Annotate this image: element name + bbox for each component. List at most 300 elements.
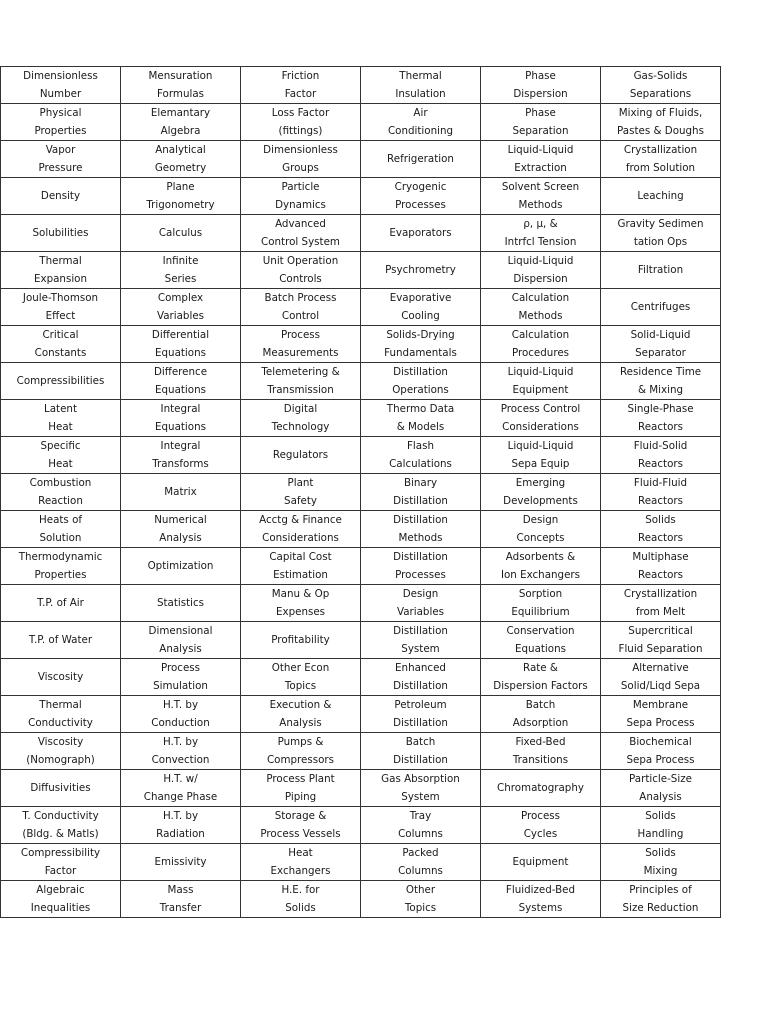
cell-text-line: Separations	[629, 88, 692, 100]
cell-text-line: Evaporative	[389, 292, 452, 304]
cell-text-line: Groups	[282, 162, 319, 174]
cell-text-line: Equations	[155, 421, 206, 433]
table-cell	[1, 733, 121, 770]
table-cell	[481, 659, 601, 696]
table-cell	[481, 400, 601, 437]
cell-text-line: Integral	[160, 440, 201, 452]
table-cell	[601, 696, 721, 733]
cell-text-line: Density	[40, 190, 81, 202]
cell-text-line: Control	[281, 310, 320, 322]
cell-text-line: H.T. by	[162, 810, 199, 822]
cell-text-line: Complex	[157, 292, 204, 304]
table-cell	[361, 252, 481, 289]
table-cell	[361, 511, 481, 548]
table-cell	[601, 770, 721, 807]
cell-text-line: Gas-Solids	[633, 70, 688, 82]
table-cell	[601, 400, 721, 437]
cell-text-line: Execution &	[269, 699, 332, 711]
cell-text-line: Calculus	[158, 227, 203, 239]
table-cell	[361, 400, 481, 437]
cell-text-line: Reactors	[638, 458, 683, 470]
cell-text-line: H.T. w/	[163, 773, 198, 785]
cell-text-line: Equipment	[512, 384, 569, 396]
cell-text-line: Batch	[405, 736, 436, 748]
cell-text-line: Equations	[515, 643, 566, 655]
cell-text-line: Fluidized-Bed	[505, 884, 576, 896]
table-cell	[121, 178, 241, 215]
table-cell	[121, 844, 241, 881]
cell-text-line: Specific	[40, 440, 81, 452]
cell-text-line: Solid/Liqd Sepa	[620, 680, 701, 692]
table-cell	[121, 548, 241, 585]
table-cell	[121, 585, 241, 622]
cell-text-line: Formulas	[157, 88, 204, 100]
table-row	[1, 252, 721, 289]
table-cell	[601, 326, 721, 363]
cell-text-line: Cryogenic	[394, 181, 447, 193]
table-cell	[121, 733, 241, 770]
cell-text-line: Methods	[398, 532, 443, 544]
cell-text-line: ρ, μ, &	[523, 218, 558, 230]
cell-text-line: Intrfcl Tension	[504, 236, 577, 248]
cell-text-line: H.E. for	[281, 884, 320, 896]
table-cell	[121, 326, 241, 363]
cell-text-line: Controls	[279, 273, 322, 285]
table-cell	[121, 215, 241, 252]
cell-text-line: Crystallization	[623, 144, 698, 156]
table-cell	[121, 437, 241, 474]
cell-text-line: Factor	[44, 865, 77, 877]
cell-text-line: Concepts	[516, 532, 565, 544]
cell-text-line: Trigonometry	[146, 199, 215, 211]
cell-text-line: Vapor	[45, 144, 76, 156]
table-cell	[361, 770, 481, 807]
cell-text-line: Biochemical	[629, 736, 692, 748]
table-cell	[1, 548, 121, 585]
table-cell	[601, 585, 721, 622]
cell-text-line: Thermal	[399, 70, 442, 82]
table-cell	[481, 252, 601, 289]
table-row	[1, 474, 721, 511]
table-cell	[601, 437, 721, 474]
cell-text-line: Simulation	[153, 680, 208, 692]
table-cell	[121, 511, 241, 548]
cell-text-line: Adsorbents &	[505, 551, 576, 563]
cell-text-line: Equations	[155, 347, 206, 359]
cell-text-line: Properties	[34, 125, 87, 137]
cell-text-line: Other Econ	[271, 662, 330, 674]
cell-text-line: Storage &	[274, 810, 327, 822]
cell-text-line: Manu & Op	[271, 588, 330, 600]
table-cell	[601, 289, 721, 326]
cell-text-line: Conditioning	[387, 125, 454, 137]
cell-text-line: Variables	[396, 606, 445, 618]
table-cell	[121, 289, 241, 326]
cell-text-line: Compressors	[266, 754, 335, 766]
cell-text-line: Safety	[284, 495, 317, 507]
cell-text-line: T. Conductivity	[22, 810, 99, 822]
table-cell	[1, 363, 121, 400]
table-cell	[1, 178, 121, 215]
cell-text-line: Emerging	[515, 477, 566, 489]
cell-text-line: Process	[520, 810, 561, 822]
table-cell	[1, 770, 121, 807]
table-cell	[121, 67, 241, 104]
table-row	[1, 215, 721, 252]
topic-index-table	[0, 66, 721, 918]
cell-text-line: Calculation	[511, 329, 570, 341]
cell-text-line: Chromatography	[497, 782, 584, 794]
table-cell	[481, 548, 601, 585]
table-row	[1, 511, 721, 548]
cell-text-line: Estimation	[273, 569, 328, 581]
cell-text-line: Conduction	[151, 717, 210, 729]
table-cell	[601, 104, 721, 141]
cell-text-line: Liquid-Liquid	[507, 255, 574, 267]
table-row	[1, 844, 721, 881]
table-cell	[601, 474, 721, 511]
cell-text-line: Analysis	[279, 717, 322, 729]
cell-text-line: Plane	[166, 181, 195, 193]
table-cell	[241, 622, 361, 659]
cell-text-line: Process Plant	[266, 773, 335, 785]
cell-text-line: Alternative	[632, 662, 689, 674]
cell-text-line: Inequalities	[30, 902, 91, 914]
cell-text-line: Thermal	[39, 699, 82, 711]
cell-text-line: Distillation	[393, 680, 448, 692]
table-cell	[241, 104, 361, 141]
cell-text-line: Tray	[409, 810, 432, 822]
cell-text-line: Phase	[525, 70, 556, 82]
cell-text-line: Thermodynamic	[18, 551, 103, 563]
cell-text-line: T.P. of Water	[28, 634, 93, 646]
cell-text-line: Liquid-Liquid	[507, 440, 574, 452]
table-cell	[481, 67, 601, 104]
cell-text-line: Diffusivities	[30, 782, 91, 794]
cell-text-line: Other	[405, 884, 436, 896]
table-cell	[601, 622, 721, 659]
table-cell	[481, 104, 601, 141]
cell-text-line: Single-Phase	[627, 403, 694, 415]
table-row	[1, 807, 721, 844]
table-row	[1, 289, 721, 326]
table-row	[1, 437, 721, 474]
table-cell	[361, 844, 481, 881]
cell-text-line: Principles of	[629, 884, 692, 896]
table-cell	[601, 807, 721, 844]
cell-text-line: tation Ops	[633, 236, 688, 248]
table-cell	[481, 770, 601, 807]
cell-text-line: Solids	[645, 514, 676, 526]
cell-text-line: Physical	[39, 107, 82, 119]
cell-text-line: Joule-Thomson	[22, 292, 99, 304]
table-row	[1, 696, 721, 733]
table-cell	[241, 511, 361, 548]
table-row	[1, 733, 721, 770]
cell-text-line: Fluid-Fluid	[633, 477, 688, 489]
cell-text-line: Advanced	[275, 218, 326, 230]
table-cell	[601, 67, 721, 104]
cell-text-line: Convection	[151, 754, 210, 766]
table-cell	[121, 474, 241, 511]
cell-text-line: Gas Absorption	[381, 773, 460, 785]
table-cell	[481, 289, 601, 326]
cell-text-line: Phase	[525, 107, 556, 119]
table-cell	[241, 733, 361, 770]
cell-text-line: Process	[280, 329, 321, 341]
cell-text-line: Processes	[395, 199, 446, 211]
cell-text-line: Liquid-Liquid	[507, 144, 574, 156]
table-cell	[361, 326, 481, 363]
cell-text-line: Separator	[635, 347, 686, 359]
table-cell	[481, 696, 601, 733]
cell-text-line: H.T. by	[162, 699, 199, 711]
cell-text-line: Conservation	[506, 625, 575, 637]
table-cell	[361, 659, 481, 696]
cell-text-line: T.P. of Air	[37, 597, 84, 609]
table-row	[1, 141, 721, 178]
table-cell	[241, 363, 361, 400]
cell-text-line: Ion Exchangers	[500, 569, 581, 581]
table-row	[1, 178, 721, 215]
cell-text-line: Critical	[42, 329, 79, 341]
table-cell	[361, 104, 481, 141]
cell-text-line: Rate &	[523, 662, 558, 674]
cell-text-line: Expansion	[33, 273, 88, 285]
cell-text-line: Enhanced	[395, 662, 446, 674]
cell-text-line: Difference	[153, 366, 208, 378]
cell-text-line: Operations	[392, 384, 449, 396]
cell-text-line: Thermal	[39, 255, 82, 267]
table-cell	[241, 400, 361, 437]
table-cell	[481, 474, 601, 511]
cell-text-line: Considerations	[262, 532, 339, 544]
cell-text-line: from Solution	[625, 162, 696, 174]
table-row	[1, 363, 721, 400]
cell-text-line: H.T. by	[162, 736, 199, 748]
cell-text-line: Loss Factor	[271, 107, 330, 119]
cell-text-line: Digital	[283, 403, 318, 415]
table-cell	[601, 511, 721, 548]
cell-text-line: Filtration	[637, 264, 684, 276]
cell-text-line: Adsorption	[512, 717, 569, 729]
table-cell	[1, 289, 121, 326]
table-cell	[241, 844, 361, 881]
table-cell	[601, 215, 721, 252]
cell-text-line: Geometry	[154, 162, 207, 174]
table-cell	[481, 178, 601, 215]
table-cell	[1, 141, 121, 178]
table-cell	[121, 659, 241, 696]
cell-text-line: Analytical	[155, 144, 206, 156]
cell-text-line: Batch Process	[264, 292, 337, 304]
cell-text-line: Evaporators	[389, 227, 452, 239]
cell-text-line: Supercritical	[628, 625, 693, 637]
cell-text-line: Process Vessels	[260, 828, 341, 840]
table-cell	[1, 215, 121, 252]
cell-text-line: Columns	[398, 828, 443, 840]
cell-text-line: Dispersion	[513, 273, 568, 285]
cell-text-line: Infinite	[162, 255, 199, 267]
table-cell	[481, 437, 601, 474]
cell-text-line: Cycles	[523, 828, 558, 840]
cell-text-line: Measurements	[262, 347, 339, 359]
table-row	[1, 659, 721, 696]
table-cell	[121, 881, 241, 918]
table-cell	[601, 252, 721, 289]
cell-text-line: (Nomograph)	[26, 754, 95, 766]
cell-text-line: Size Reduction	[622, 902, 699, 914]
cell-text-line: Constants	[34, 347, 87, 359]
table-cell	[481, 733, 601, 770]
table-cell	[121, 770, 241, 807]
cell-text-line: Procedures	[511, 347, 570, 359]
table-cell	[241, 474, 361, 511]
table-cell	[1, 437, 121, 474]
cell-text-line: Transforms	[152, 458, 209, 470]
cell-text-line: Distillation	[393, 366, 448, 378]
table-cell	[361, 733, 481, 770]
cell-text-line: Distillation	[393, 551, 448, 563]
table-cell	[601, 659, 721, 696]
table-cell	[121, 104, 241, 141]
cell-text-line: Reaction	[38, 495, 83, 507]
table-cell	[481, 363, 601, 400]
table-cell	[1, 400, 121, 437]
cell-text-line: Dynamics	[275, 199, 326, 211]
cell-text-line: Distillation	[393, 495, 448, 507]
table-cell	[241, 585, 361, 622]
table-cell	[1, 104, 121, 141]
cell-text-line: Reactors	[638, 495, 683, 507]
cell-text-line: Solubilities	[32, 227, 89, 239]
table-cell	[601, 844, 721, 881]
table-cell	[241, 659, 361, 696]
cell-text-line: (Bldg. & Matls)	[22, 828, 99, 840]
table-cell	[361, 67, 481, 104]
cell-text-line: Viscosity	[37, 736, 84, 748]
cell-text-line: Piping	[284, 791, 317, 803]
cell-text-line: Transmission	[267, 384, 334, 396]
cell-text-line: Algebra	[160, 125, 201, 137]
cell-text-line: Design	[522, 514, 559, 526]
table-cell	[121, 363, 241, 400]
table-cell	[481, 807, 601, 844]
cell-text-line: Fundamentals	[384, 347, 457, 359]
cell-text-line: Calculation	[511, 292, 570, 304]
table-row	[1, 400, 721, 437]
table-cell	[361, 881, 481, 918]
cell-text-line: Reactors	[638, 421, 683, 433]
cell-text-line: Equations	[155, 384, 206, 396]
cell-text-line: Residence Time	[619, 366, 702, 378]
table-cell	[241, 770, 361, 807]
table-cell	[481, 622, 601, 659]
cell-text-line: Process	[160, 662, 201, 674]
table-cell	[241, 807, 361, 844]
topic-index-table-container	[0, 66, 721, 918]
cell-text-line: Columns	[398, 865, 443, 877]
table-cell	[601, 548, 721, 585]
cell-text-line: Mixing of Fluids,	[618, 107, 703, 119]
cell-text-line: Centrifuges	[630, 301, 691, 313]
cell-text-line: Fluid-Solid	[633, 440, 688, 452]
cell-text-line: Methods	[518, 199, 563, 211]
cell-text-line: Equilibrium	[511, 606, 570, 618]
cell-text-line: Properties	[34, 569, 87, 581]
cell-text-line: Design	[402, 588, 439, 600]
table-cell	[241, 141, 361, 178]
cell-text-line: & Models	[396, 421, 445, 433]
cell-text-line: Number	[39, 88, 82, 100]
cell-text-line: Gravity Sedimen	[617, 218, 704, 230]
cell-text-line: Distillation	[393, 625, 448, 637]
cell-text-line: Thermo Data	[386, 403, 455, 415]
table-cell	[1, 807, 121, 844]
table-cell	[121, 141, 241, 178]
cell-text-line: Change Phase	[143, 791, 218, 803]
cell-text-line: & Mixing	[637, 384, 684, 396]
cell-text-line: Integral	[160, 403, 201, 415]
cell-text-line: Statistics	[156, 597, 205, 609]
cell-text-line: Differential	[151, 329, 210, 341]
cell-text-line: Dispersion Factors	[493, 680, 588, 692]
cell-text-line: Effect	[45, 310, 76, 322]
cell-text-line: Distillation	[393, 514, 448, 526]
cell-text-line: Telemetering &	[261, 366, 340, 378]
cell-text-line: Variables	[156, 310, 205, 322]
cell-text-line: Transitions	[512, 754, 569, 766]
table-cell	[241, 881, 361, 918]
cell-text-line: Viscosity	[37, 671, 84, 683]
table-row	[1, 104, 721, 141]
cell-text-line: Multiphase	[632, 551, 689, 563]
cell-text-line: System	[401, 643, 440, 655]
cell-text-line: Control System	[261, 236, 340, 248]
cell-text-line: from Melt	[635, 606, 686, 618]
cell-text-line: Mass	[167, 884, 194, 896]
cell-text-line: Expenses	[275, 606, 326, 618]
cell-text-line: Optimization	[147, 560, 214, 572]
cell-text-line: Equipment	[512, 856, 569, 868]
cell-text-line: Solids	[645, 810, 676, 822]
cell-text-line: Combustion	[29, 477, 92, 489]
cell-text-line: System	[401, 791, 440, 803]
cell-text-line: Pumps &	[277, 736, 324, 748]
cell-text-line: Flash	[407, 440, 434, 452]
table-cell	[1, 474, 121, 511]
table-cell	[361, 178, 481, 215]
cell-text-line: Extraction	[514, 162, 567, 174]
cell-text-line: Pressure	[38, 162, 83, 174]
cell-text-line: Distillation	[393, 754, 448, 766]
cell-text-line: Algebraic	[36, 884, 85, 896]
cell-text-line: Dimensional	[148, 625, 213, 637]
table-cell	[241, 178, 361, 215]
cell-text-line: Unit Operation	[262, 255, 339, 267]
cell-text-line: Heat	[48, 458, 73, 470]
table-cell	[481, 215, 601, 252]
cell-text-line: Elemantary	[150, 107, 211, 119]
cell-text-line: Dimensionless	[263, 144, 338, 156]
table-cell	[1, 326, 121, 363]
table-cell	[361, 807, 481, 844]
cell-text-line: Reactors	[638, 569, 683, 581]
cell-text-line: Leaching	[637, 190, 684, 202]
cell-text-line: Radiation	[156, 828, 205, 840]
cell-text-line: Distillation	[393, 717, 448, 729]
cell-text-line: Batch	[525, 699, 556, 711]
